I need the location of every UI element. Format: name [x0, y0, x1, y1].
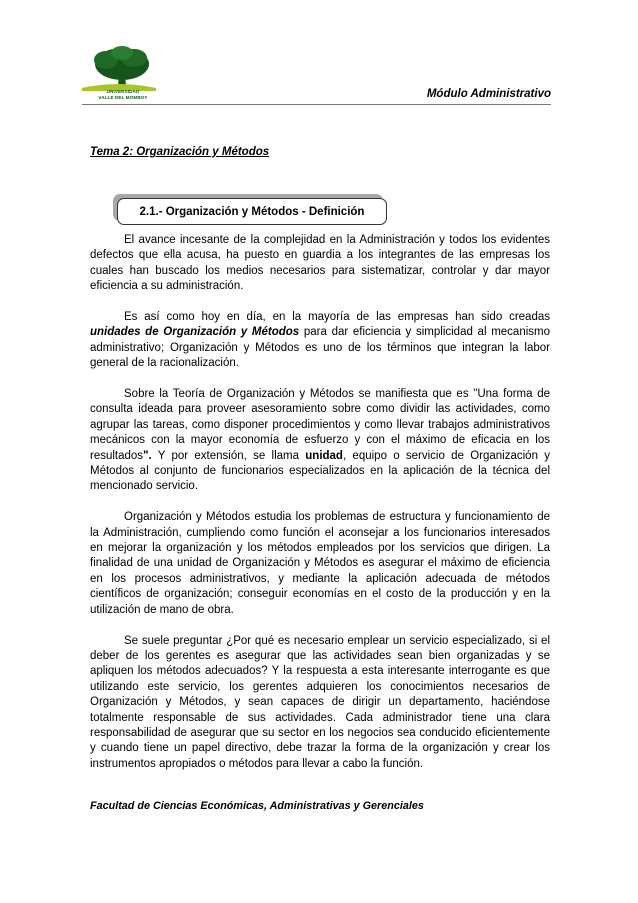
paragraph-3-text-e: , equipo o servicio de Organización y Métodos al conjunto de funcionarios especializados en la aplicación de la técnica del mencionado servicio.	[90, 449, 550, 493]
paragraph-5: Se suele preguntar ¿Por qué es necesario emplear un servicio especializado, si el deber de los gerentes es asegurar que las actividades sean bien organizadas y se apliquen los métodos adecuados? Y la respuesta a esta interesante interrogante es que utilizando este servicio, los gerentes adquieren los conocimientos necesarios de Organización y Métodos, y sean capaces de dirigir un departamento, haciéndose totalmente responsable de sus actividades. Cada administrador tiene una clara responsabilidad de asegurar que su sector en los negocios sea conducido eficientemente y cuando tiene un papel directivo, debe trazar la forma de la organización y crear los instrumentos apropiados o métodos para llevar a cabo la función.	[90, 634, 550, 770]
paragraph-3-emphasis: unidad	[305, 449, 343, 462]
page-footer: Facultad de Ciencias Económicas, Administrativas y Gerenciales	[90, 800, 424, 812]
topic-title: Tema 2: Organización y Métodos	[90, 146, 270, 158]
module-title: Módulo Administrativo	[426, 88, 551, 100]
body-text	[90, 233, 550, 788]
paragraph-3-text-c: Y por extensión, se llama	[151, 449, 306, 462]
university-logo	[78, 44, 160, 106]
section-heading	[117, 198, 387, 225]
tree-logo-icon	[78, 44, 160, 92]
paragraph-3	[90, 387, 550, 495]
paragraph-3-text-a: Sobre la Teoría de Organización y Métodos se manifiesta que es "Una forma de consulta ideada para proveer asesoramiento sobre como dividir las actividades, como agrupar las tareas, como disponer procedimientos y como llevar trabajos administrativos mecánicos con la mayor economía de esfuerzo y con el máximo de eficacia en los resultados	[90, 388, 550, 462]
section-heading-text: 2.1.- Organización y Métodos - Definición	[139, 205, 365, 218]
paragraph-2-text-c: para dar eficiencia y simplicidad al mecanismo administrativo; Organización y Métodos es uno de los términos que integran la labor general de la racionalización.	[90, 326, 550, 370]
paragraph-2-emphasis: unidades de Organización y Métodos	[90, 326, 300, 339]
paragraph-1: El avance incesante de la complejidad en la Administración y todos los evidentes defectos que ella acusa, ha puesto en guardia a los integrantes de las empresas los cuales han buscado los medios necesarios para sistematizar, controlar y dar mayor eficiencia a su administración.	[90, 234, 550, 293]
university-name	[88, 89, 158, 101]
university-name-line2: VALLE DEL MOMBOY	[98, 95, 148, 100]
paragraph-2	[90, 310, 550, 372]
paragraph-2-text-a: Es así como hoy en día, en la mayoría de las empresas han sido creadas	[124, 311, 550, 324]
paragraph-4: Organización y Métodos estudia los problemas de estructura y funcionamiento de la Administración, cumpliendo como función el aconsejar a los funcionarios interesados en mejorar la organización y los métodos empleados por los servicios que dirigen. La finalidad de una unidad de Organización y Métodos es asegurar el máximo de eficiencia en los procesos administrativos, y mediante la aplicación adecuada de métodos científicos de organización; conseguir economías en el costo de la producción y en la utilización de mano de obra.	[90, 511, 550, 616]
paragraph-3-quote-close: ".	[143, 449, 152, 462]
header-divider	[82, 104, 551, 105]
university-name-line1: UNIVERSIDAD	[106, 89, 140, 94]
